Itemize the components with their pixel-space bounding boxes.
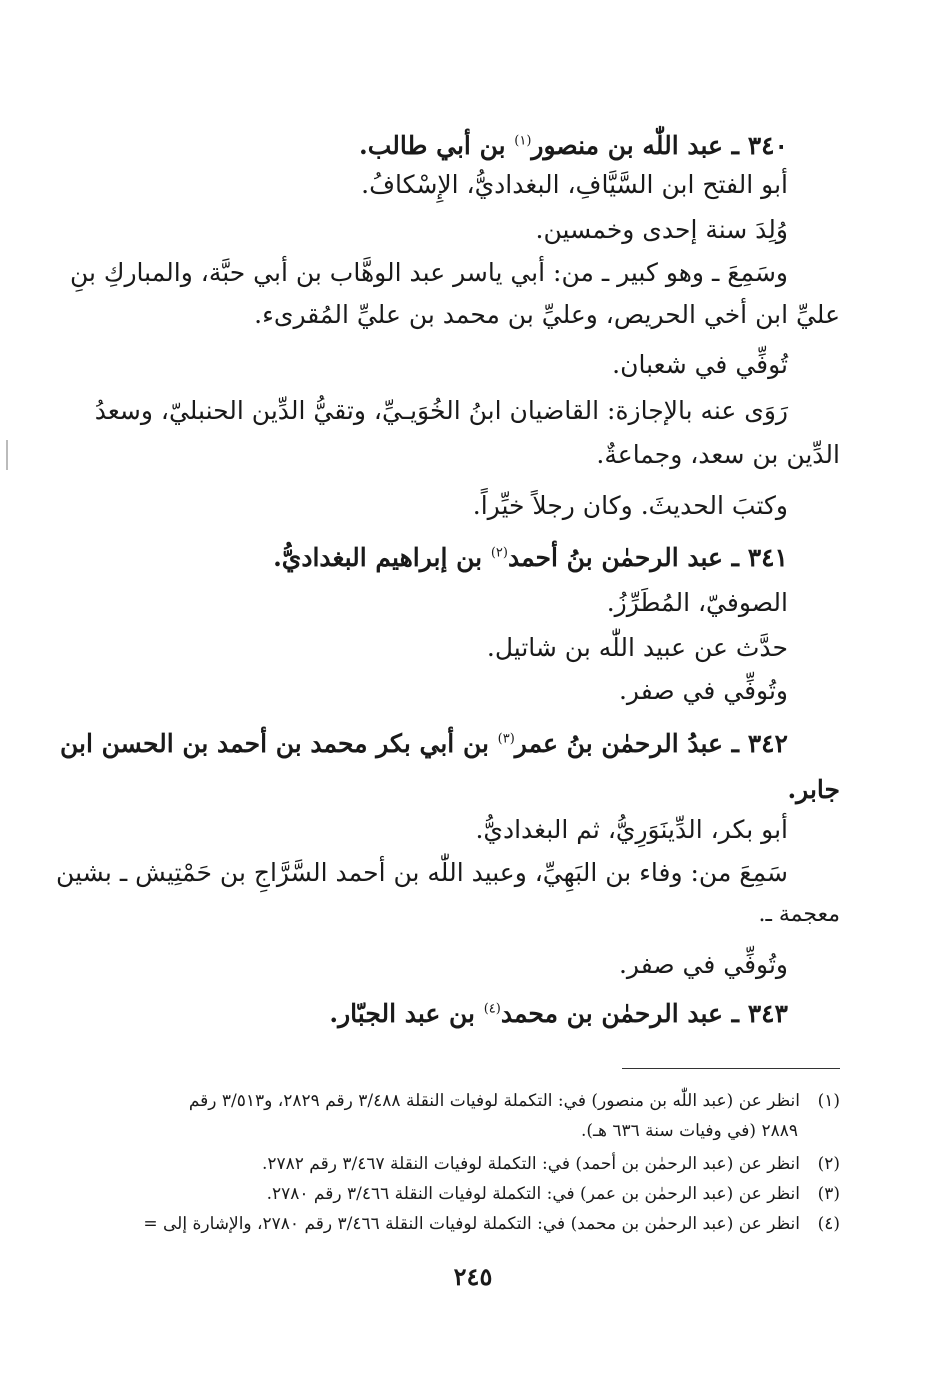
entry-heading-rest: بن أبي بكر محمد بن أحمد بن الحسن ابن [59,729,489,758]
entry-line: وسَمِعَ ـ وهو كبير ـ من: أبي ياسر عبد الوهَّاب بن أبي حبَّة، والمباركِ بنِ [69,258,788,287]
page-number: ٢٤٥ [453,1262,493,1291]
footnote-text: انظر عن (عبد اللّٰه بن منصور) في: التكملة لوفيات النقلة ٣/٤٨٨ رقم ٢٨٢٩، و٣/٥١٣ رقم [188,1091,800,1111]
footnote-ref: (١) [514,133,532,149]
footnote-text: انظر عن (عبد الرحمٰن بن عمر) في: التكملة لوفيات النقلة ٣/٤٦٦ رقم ٢٧٨٠. [266,1184,800,1204]
entry-line: وتُوفِّي في صفر. [618,676,788,705]
footnote-number: (١) [817,1091,840,1111]
entry-number: ٣٤٠ ـ [731,131,788,160]
entry-number: ٣٤٢ ـ [731,729,788,758]
footnote-continuation: ٢٨٨٩ (في وفيات سنة ٦٣٦ هـ). [580,1121,798,1141]
entry-line: أبو بكر، الدِّينَوَرِيُّ، ثم البغداديُّ. [475,815,788,844]
entry-line: رَوَى عنه بالإجازة: القاضيان ابنُ الخُوَيـيِّ، وتقيُّ الدِّين الحنبليّ، وسعدُ [94,396,788,425]
entry-name: عبد الرحمٰن بن محمد [500,999,723,1028]
footnote-ref: (٣) [497,731,515,747]
footnote-text: انظر عن (عبد الرحمٰن بن أحمد) في: التكملة لوفيات النقلة ٣/٤٦٧ رقم ٢٧٨٢. [261,1154,800,1174]
entry-name: عبد الرحمٰن بنُ أحمد [507,543,723,572]
margin-mark [6,440,8,470]
entry-heading [110,540,840,576]
entry-number: ٣٤٣ ـ [731,999,788,1028]
entry-heading-rest: بن عبد الجبّار. [329,999,475,1028]
entry-heading [59,726,840,762]
entry-heading [110,128,840,164]
entry-line: تُوفِّي في شعبان. [612,350,788,379]
entry-line: سَمِعَ من: وفاء بن البَهِيِّ، وعبيد اللّٰه بن أحمد السَّرَّاجِ بن حَمْتِيش ـ بشين [56,858,788,887]
entry-heading [110,996,840,1032]
footnote [110,1150,840,1178]
entry-heading-cont: جابر. [787,775,840,804]
entry-line: عليِّ ابن أخي الحريص، وعليِّ بن محمد بن عليِّ المُقرىء. [254,300,840,329]
entry-heading-rest: بن إبراهيم البغداديُّ. [273,543,483,572]
entry-line: أبو الفتح ابن السَّيَّافِ، البغداديُّ، الإِسْكافُ. [361,170,788,199]
footnote-ref: (٤) [483,1001,501,1017]
entry-line: وُلِدَ سنة إحدى وخمسين. [535,215,788,244]
footnote-number: (٣) [817,1184,840,1204]
footnote-divider [622,1068,840,1069]
entry-line: وتُوفِّي في صفر. [618,950,788,979]
footnote [110,1210,840,1238]
entry-line: حدَّث عن عبيد اللّٰه بن شاتيل. [486,633,788,662]
footnote [110,1180,840,1208]
entry-line: معجمة ـ. [758,902,840,927]
footnote-text: انظر عن (عبد الرحمٰن بن محمد) في: التكملة لوفيات النقلة ٣/٤٦٦ رقم ٢٧٨٠، والإشارة إلى = [143,1214,800,1234]
entry-name: عبد اللّٰه بن منصور [531,131,723,160]
footnote-number: (٤) [817,1214,840,1234]
entry-name: عبدُ الرحمٰن بنُ عمر [514,729,723,758]
entry-line: وكتبَ الحديثَ. وكان رجلاً خيِّراً. [472,491,788,520]
entry-heading-rest: بن أبي طالب. [359,131,506,160]
entry-line: الدِّين بن سعد، وجماعةٌ. [596,440,840,469]
footnote-number: (٢) [817,1154,840,1174]
footnote [110,1087,840,1115]
entry-number: ٣٤١ ـ [731,543,788,572]
footnote-ref: (٢) [490,545,508,561]
entry-line: الصوفيّ، المُطَرِّزُ. [606,588,788,617]
